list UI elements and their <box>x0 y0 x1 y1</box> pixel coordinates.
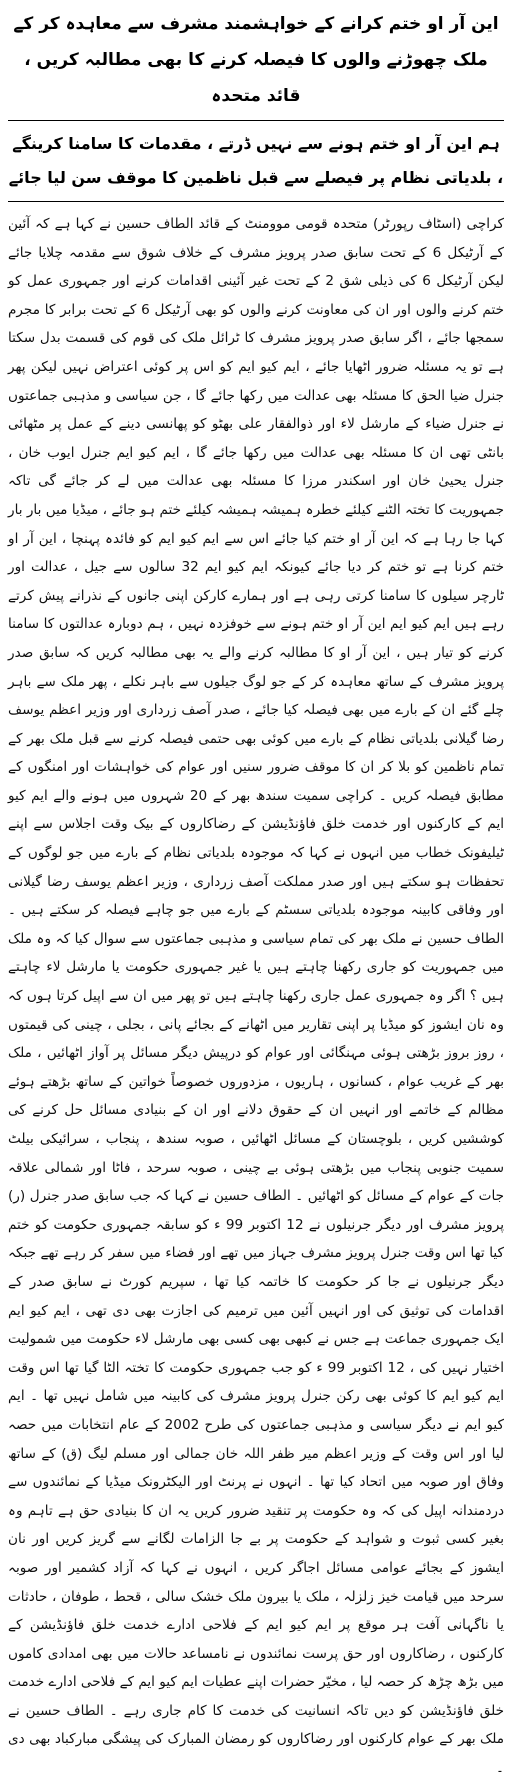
article-body: کراچی (اسٹاف رپورٹر) متحدہ قومی موومنٹ کے قائد الطاف حسین نے کہا ہے کہ آئین کے آرٹیکل 6 کے تحت سابق صدر پرویز مشرف کے خلاف شوق سے مقدمہ چلایا جائے لیکن آرٹیکل 6 کی ذیلی شق 2 کے تحت غیر آئینی اقدامات کرنے اور جمہوری عمل کو ختم کرنے والوں اور ان کی معاونت کرنے والوں کو بھی آرٹیکل 6 کے تحت برابر کا مجرم سمجھا جائے ، اگر سابق صدر پرویز مشرف کا ٹرائل ملک کی قوم کی قسمت بدل سکتا ہے تو یہ مسئلہ ضرور اٹھایا جائے ، ایم کیو ایم کو اس پر کوئی اعتراض نہیں لیکن پھر جنرل ضیا الحق کا مسئلہ بھی عدالت میں رکھا جائے گا ، جن سیاسی و مذہبی جماعتوں نے جنرل ضیاء کے مارشل لاء اور ذوالفقار علی بھٹو کو پھانسی دینے کے عمل پر مٹھائی بانٹی تھی ان کا مسئلہ بھی عدالت میں رکھا جائے گا ، ایم کیو ایم جنرل ایوب خان ، جنرل یحییٰ خان اور اسکندر مرزا کا مسئلہ بھی عدالت میں لے کر جائے گی تاکہ جمہوریت کا تختہ الٹنے کیلئے خطرہ ہمیشہ ہمیشہ کیلئے ختم ہو جائے ، میڈیا میں بار بار کہا جا رہا ہے کہ این آر او ختم کیا جائے اس سے ایم کیو ایم کو فائدہ پہنچا ، این آر او ختم کرنا ہے تو ختم کر دیا جائے کیونکہ ایم کیو ایم 32 سالوں سے جیل ، عدالت اور ٹارچر سیلوں کا سامنا کرتی رہی ہے اور ہمارے کارکن اپنی جانوں کے نذرانے پیش کرتے رہے ہیں ایم کیو ایم این آر او ختم ہونے سے خوفزدہ نہیں ، ہم دوبارہ عدالتوں کا سامنا کرنے کو تیار ہیں ، این آر او کا مطالبہ کرنے والے یہ بھی مطالبہ کریں کہ سابق صدر پرویز مشرف کے ساتھ معاہدہ کر کے جو لوگ جیلوں سے باہر نکلے ، پھر ملک سے باہر چلے گئے ان کے بارے میں بھی فیصلہ کیا جائے ، صدر آصف زرداری اور وزیر اعظم یوسف رضا گیلانی بلدیاتی نظام کے بارے میں کوئی بھی حتمی فیصلہ کرنے سے قبل ملک بھر کے تمام ناظمین کو بلا کر ان کا موقف ضرور سنیں اور عوام کی خواہشات اور امنگوں کے مطابق فیصلہ کریں ۔ کراچی سمیت سندھ بھر کے 20 شہروں میں ہونے والے ایم کیو ایم کے کارکنوں اور خدمت خلق فاؤنڈیشن کے رضاکاروں کے بیک وقت اجلاس سے اپنے ٹیلیفونک خطاب میں انہوں نے کہا کہ موجودہ بلدیاتی نظام کے بارے میں جو لوگوں کے تحفظات ہو سکتے ہیں اور صدر مملکت آصف زرداری ، وزیر اعظم یوسف رضا گیلانی اور وفاقی کابینہ موجودہ بلدیاتی سسٹم کے بارے میں جو چاہے فیصلہ کر سکتے ہیں ۔ الطاف حسین نے ملک بھر کی تمام سیاسی و مذہبی جماعتوں سے سوال کیا کہ وہ ملک میں جمہوریت کو جاری رکھنا چاہتے ہیں یا غیر جمہوری حکومت یا مارشل لاء چاہتے ہیں ؟ اگر وہ جمہوری عمل جاری رکھنا چاہتے ہیں تو پھر میں ان سے اپیل کرتا ہوں کہ وہ نان ایشوز کو میڈیا پر اپنی تقاریر میں اٹھانے کے بجائے پانی ، بجلی ، چینی کی قیمتوں ، روز بروز بڑھتی ہوئی مہنگائی اور عوام کو درپیش دیگر مسائل پر آواز اٹھائیں ، ملک بھر کے غریب عوام ، کسانوں ، ہاریوں ، مزدوروں خصوصاً خواتین کے ساتھ بڑھتے ہوئے مظالم کے خاتمے اور انہیں ان کے حقوق دلانے اور ان کے بنیادی مسائل حل کرنے کی کوششیں کریں ، بلوچستان کے مسائل اٹھائیں ، صوبہ سندھ ، پنجاب ، سرائیکی بیلٹ سمیت جنوبی پنجاب میں بڑھتی ہوئی بے چینی ، صوبہ سرحد ، فاٹا اور شمالی علاقہ جات کے عوام کے مسائل کو اٹھائیں ۔ الطاف حسین نے کہا کہ جب سابق صدر جنرل (ر) پرویز مشرف اور دیگر جرنیلوں نے 12 اکتوبر 99 ء کو سابقہ جمہوری حکومت کو ختم کیا تھا اس وقت جنرل پرویز مشرف جہاز میں تھے اور فضاء میں سفر کر رہے تھے جبکہ دیگر جرنیلوں نے جا کر حکومت کا خاتمہ کیا تھا ، سپریم کورٹ نے سابق صدر کے اقدامات کی توثیق کی اور انہیں آئین میں ترمیم کی اجازت بھی دی تھی ، ایم کیو ایم ایک جمہوری جماعت ہے جس نے کبھی بھی کسی بھی مارشل لاء حکومت میں شمولیت اختیار نہیں کی ، 12 اکتوبر 99 ء کو جب جمہوری حکومت کا تختہ الٹا گیا تھا اس وقت ایم کیو ایم کا کوئی بھی رکن جنرل پرویز مشرف کی کابینہ میں شامل نہیں تھا ۔ ایم کیو ایم نے دیگر سیاسی و مذہبی جماعتوں کی طرح 2002 کے عام انتخابات میں حصہ لیا اور اس وقت کے وزیر اعظم میر ظفر اللہ خان جمالی اور مسلم لیگ (ق) کے ساتھ وفاق اور صوبہ میں اتحاد کیا تھا ۔ انہوں نے پرنٹ اور الیکٹرونک میڈیا کے نمائندوں سے دردمندانہ اپیل کی کہ وہ حکومت پر تنقید ضرور کریں یہ ان کا بنیادی حق ہے تاہم وہ بغیر کسی ثبوت و شواہد کے حکومت پر بے جا الزامات لگانے سے گریز کریں اور نان ایشوز کے بجائے عوامی مسائل اجاگر کریں ، انہوں نے کہا کہ آزاد کشمیر اور صوبہ سرحد میں قیامت خیز زلزلہ ، ملک یا بیرون ملک خشک سالی ، قحط ، طوفان ، حادثات یا ناگہانی آفت ہر موقع پر ایم کیو ایم کے فلاحی ادارے خدمت خلق فاؤنڈیشن کے کارکنوں ، رضاکاروں اور حق پرست نمائندوں نے نامساعد حالات میں بھی امدادی کاموں میں بڑھ چڑھ کر حصہ لیا ، مخیّر حضرات اپنے عطیات ایم کیو ایم کے فلاحی ادارے خدمت خلق فاؤنڈیشن کو دیں تاکہ انسانیت کی خدمت کا کام جاری رہے ۔ الطاف حسین نے ملک بھر کے عوام کارکنوں اور رضاکاروں کو رمضان المبارک کی پیشگی مبارکباد بھی دی ۔ <box>7 216 504 1777</box>
divider <box>8 201 504 202</box>
headline: این آر او ختم کرانے کے خواہشمند مشرف سے معاہدہ کر کے ملک چھوڑنے والوں کا فیصلہ کرنے کا بھی مطالبہ کریں ، قائد متحدہ <box>13 14 499 106</box>
subheadline: ہم این آر او ختم ہونے سے نہیں ڈرتے ، مقدمات کا سامنا کرینگے ، بلدیاتی نظام پر فیصلے سے قبل ناظمین کا موقف سن لیا جائے <box>8 134 504 187</box>
divider <box>8 120 504 121</box>
